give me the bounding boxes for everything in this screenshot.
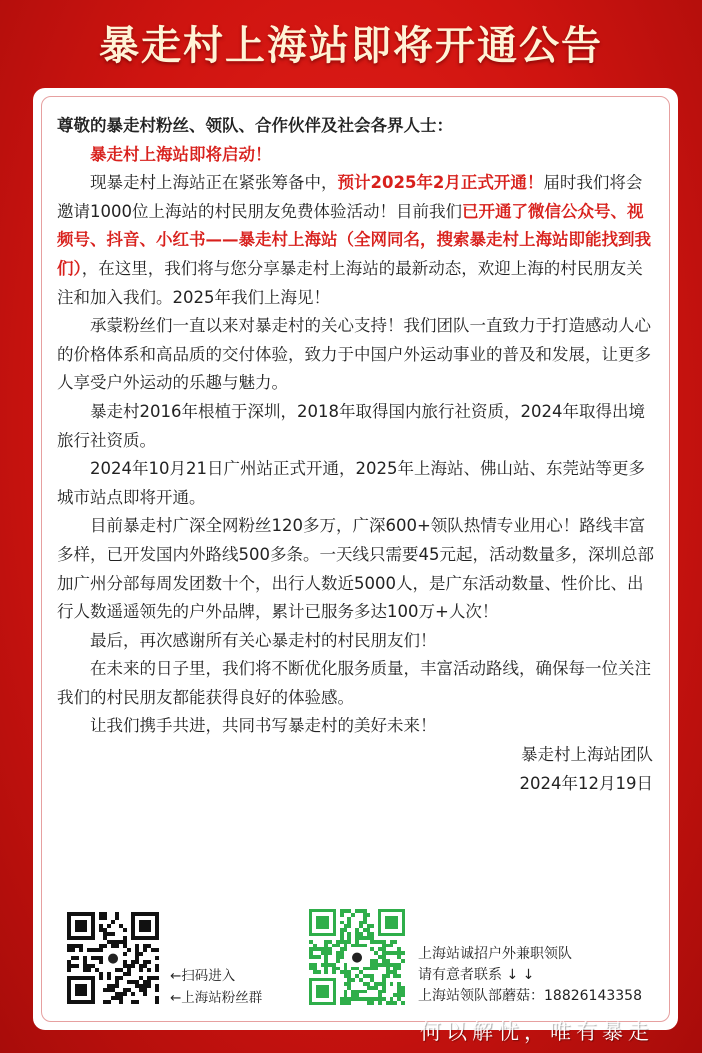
wechat-icon: ● xyxy=(103,948,123,968)
recruit-line-2: 请有意者联系 ↓ ↓ xyxy=(418,967,535,983)
qr-finder-pattern xyxy=(309,909,336,936)
qr-finder-pattern xyxy=(67,976,95,1004)
wechat-icon: ● xyxy=(347,947,367,967)
paragraph-launch xyxy=(57,141,657,170)
launch-highlight: 暴走村上海站即将启动！ xyxy=(90,144,272,164)
signature-date: 2024年12月19日 xyxy=(519,773,653,793)
paragraph-stations: 2024年10月21日广州站正式开通，2025年上海站、佛山站、东莞站等更多城市站点即将开通。 xyxy=(57,459,645,507)
qr-finder-pattern xyxy=(378,909,405,936)
greeting: 尊敬的暴走村粉丝、领队、合作伙伴及社会各界人士： xyxy=(57,116,453,135)
paragraph-preparation xyxy=(57,169,657,312)
paragraph-final-thanks: 最后，再次感谢所有关心暴走村的村民朋友们！ xyxy=(90,630,437,650)
recruit-info xyxy=(418,944,642,1007)
paragraph-together: 让我们携手共进，共同书写暴走村的美好未来！ xyxy=(90,716,437,736)
signature-team: 暴走村上海站团队 xyxy=(521,745,653,765)
channels-highlight: 已开通了微信公众号、视频号、抖音、小红书——暴走村上海站（全网同名，搜索暴走村上海站即能找到我们） xyxy=(57,201,651,278)
qr-finder-pattern xyxy=(131,912,159,940)
page-title: 暴走村上海站即将开通公告 xyxy=(99,22,603,69)
paragraph-thanks-support: 承蒙粉丝们一直以来对暴走村的关心支持！我们团队一直致力于打造感动人心的价格体系和高品质的交付体验，致力于中国户外运动事业的普及和发展，让更多人享受户外运动的乐趣与魅力。 xyxy=(57,316,651,393)
prep-text-2: 届时我们将会邀请1000位上海站的村民朋友免费体验活动！目前我们 xyxy=(57,173,643,221)
prep-text-3: ，在这里，我们将与您分享暴走村上海站的最新动态，欢迎上海的村民朋友关注和加入我们。2025年我们上海见！ xyxy=(57,258,643,307)
qr-finder-pattern xyxy=(67,912,95,940)
paragraph-stats: 目前暴走村广深全网粉丝120多万，广深600+领队热情专业用心！路线丰富多样，已开发国内外路线500多条。一天线只需要45元起，活动数量多，深圳总部加广州分部每周发团数十个，出行人数近5000人，是广东活动数量、性价比、出行人数遥遥领先的户外品牌，累计已服务多达100万+人次！ xyxy=(57,516,654,622)
recruit-contact: 上海站领队部蘑菇：18826143358 xyxy=(418,988,642,1004)
qr-caption-group: ←上海站粉丝群 xyxy=(170,990,263,1006)
notice-body xyxy=(57,112,657,798)
recruit-line-1: 上海站诚招户外兼职领队 xyxy=(418,946,572,962)
open-date-highlight: 预计2025年2月正式开通！ xyxy=(337,173,544,193)
paragraph-future: 在未来的日子里，我们将不断优化服务质量，丰富活动路线，确保每一位关注我们的村民朋友都能获得良好的体验感。 xyxy=(57,659,651,707)
footer-slogan: 何以解忧，唯有暴走 xyxy=(420,1020,654,1044)
paragraph-history: 暴走村2016年根植于深圳，2018年取得国内旅行社资质，2024年取得出境旅行社资质。 xyxy=(57,401,645,450)
qr-caption-scan: ←扫码进入 xyxy=(170,968,236,984)
prep-text-1: 现暴走村上海站正在紧张筹备中， xyxy=(90,173,338,193)
qr-finder-pattern xyxy=(309,978,336,1005)
